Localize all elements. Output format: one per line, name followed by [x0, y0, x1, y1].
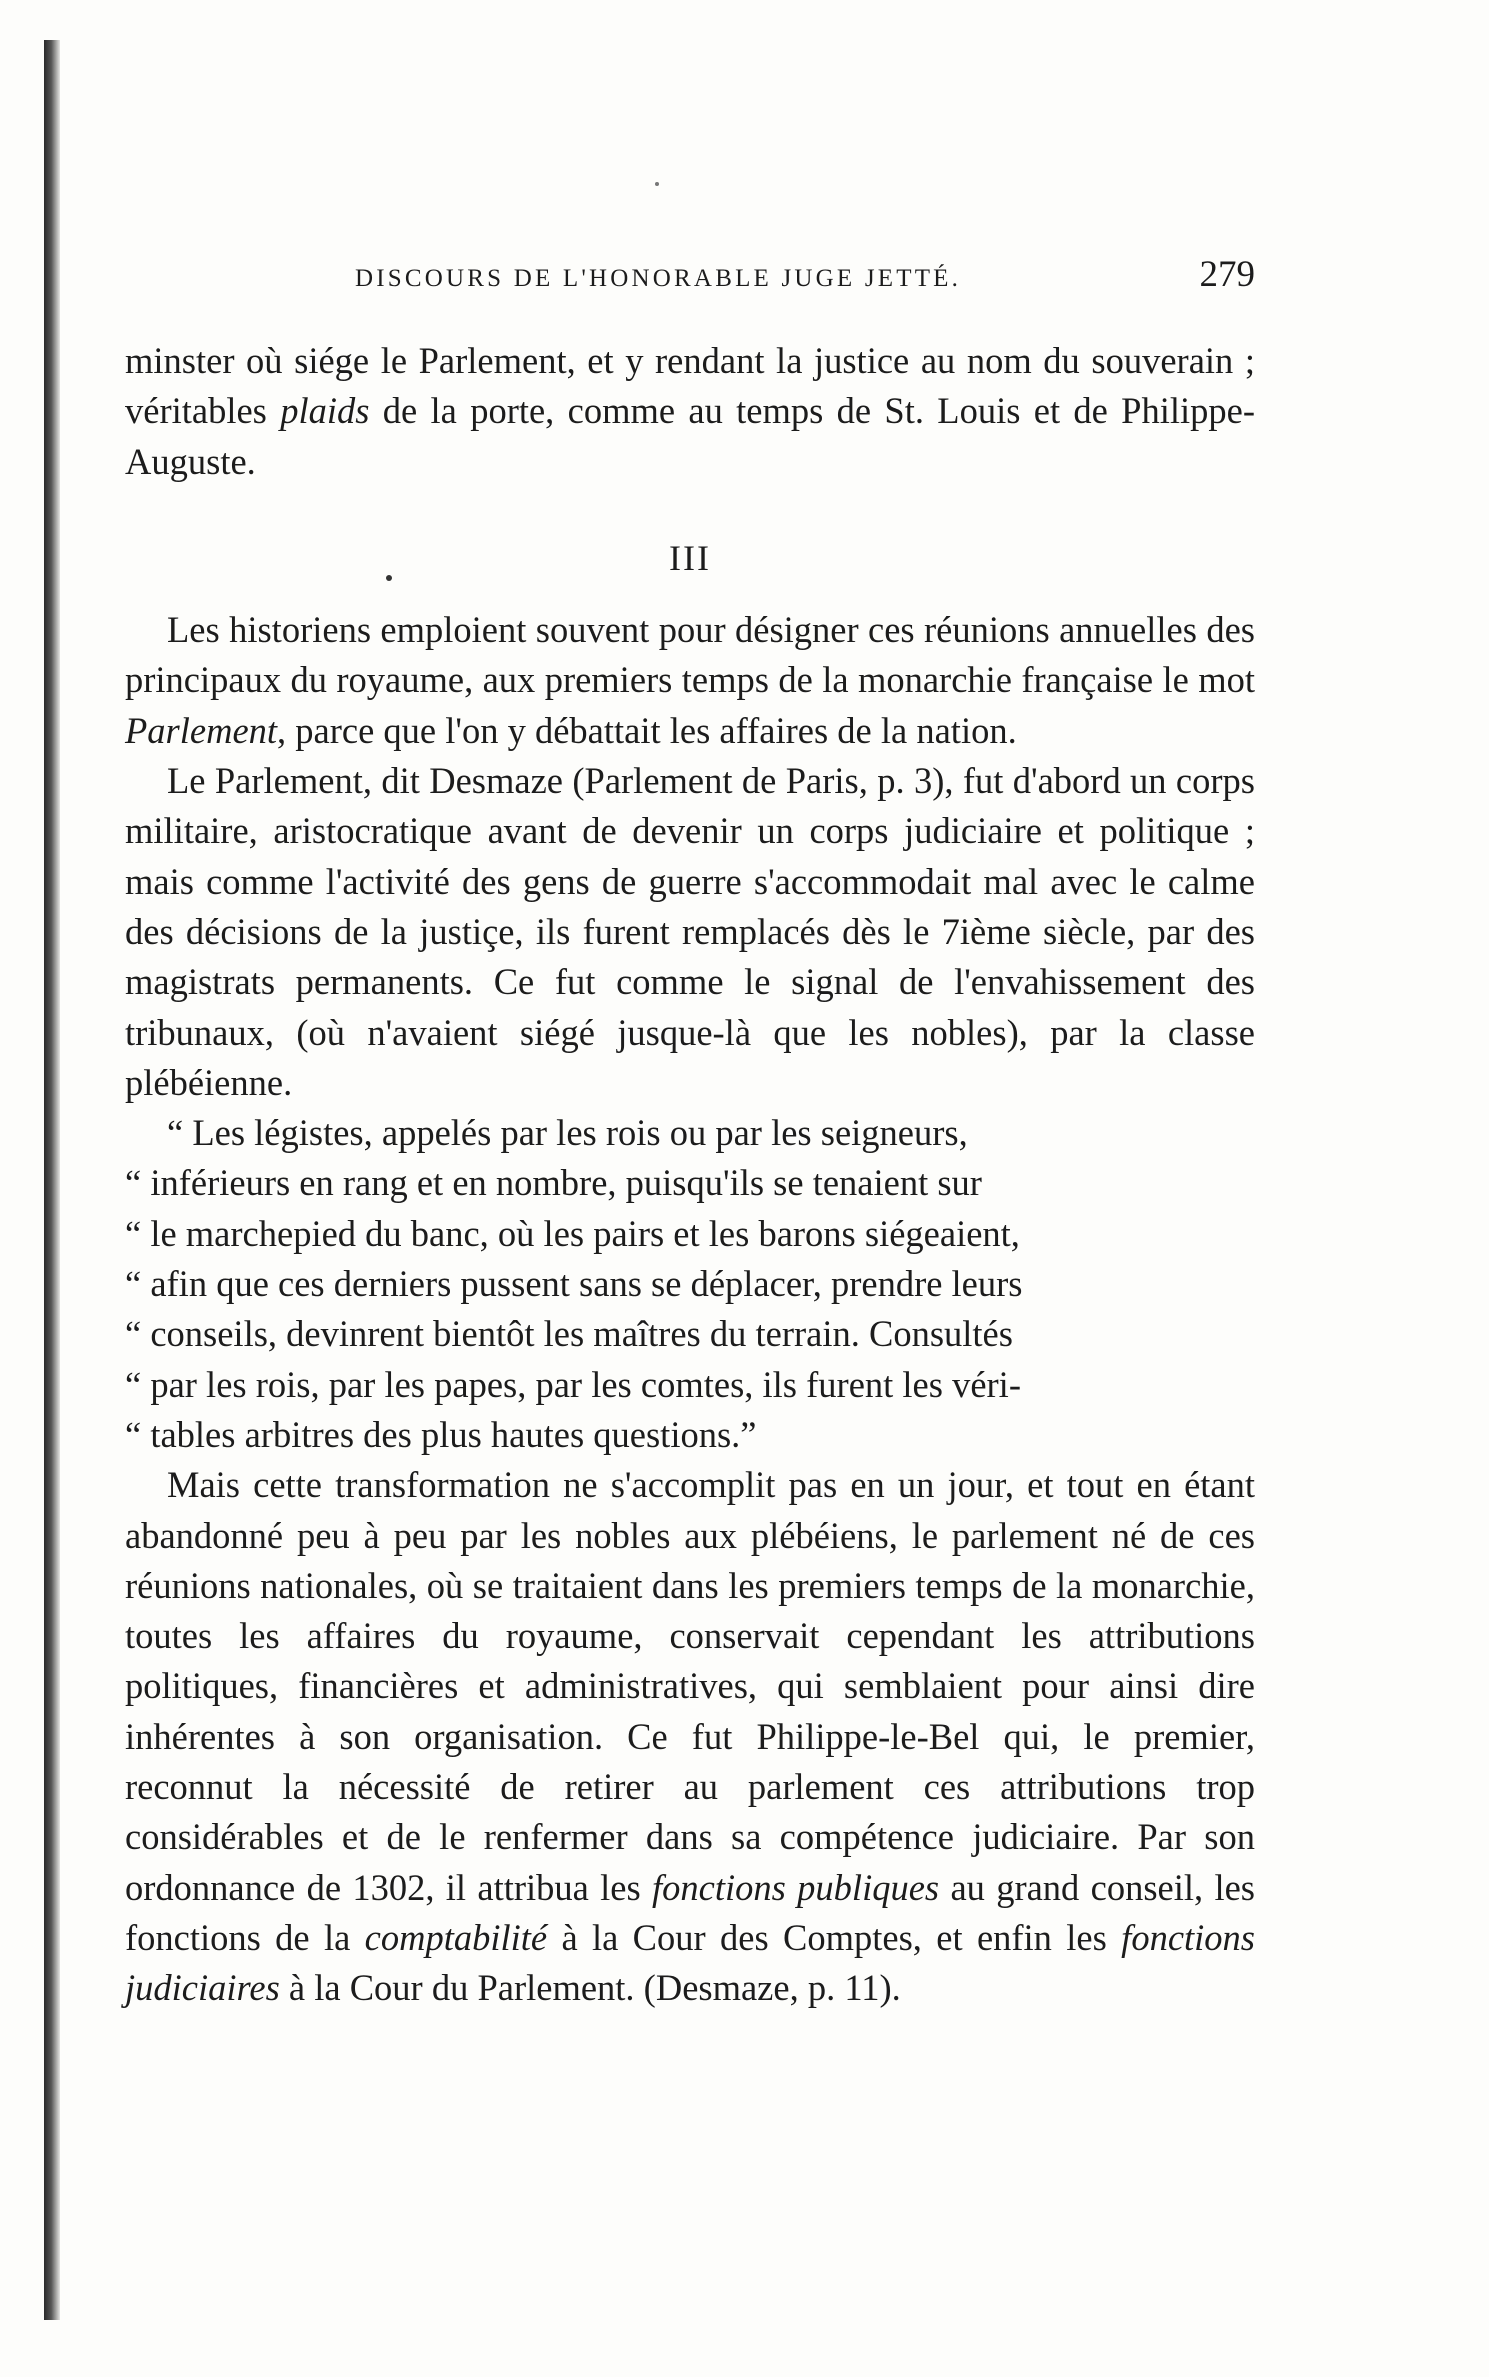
paragraph: Mais cette transformation ne s'accomplit pas en un jour, et tout en étant abandonné peu à peu par les nobles aux plébéiens, le parlement né de ces réunions nationales, où se traitaient dans les premiers temps de la monarchie, toutes les affaires du royaume, conservait cependant les attributions politiques, financières et administratives, qui semblaient pour ainsi dire inhérentes à son organisation. Ce fut Philippe-le-Bel qui, le premier, reconnut la nécessité de retirer au parlement ces attributions trop considérables et de le renfermer dans sa compétence judiciaire. Par son ordonnance de 1302, il attribua les fonctions publiques au grand conseil, les fonctions de la comptabilité à la Cour des Comptes, et enfin les fonctions judiciaires à la Cour du Parlement. (Desmaze, p. 11). [125, 1464, 1255, 2009]
paragraph: Les historiens emploient souvent pour désigner ces réunions annuelles des principaux du royaume, aux premiers temps de la monarchie française le mot Parlement, parce que l'on y débattait les affaires de la nation. [125, 609, 1255, 751]
running-head [125, 250, 1255, 302]
italic-term: comptabilité [364, 1916, 548, 1958]
page-number: 279 [1199, 254, 1255, 295]
quote-line: “ inférieurs en rang et en nombre, puisqu'ils se tenaient sur [125, 1162, 982, 1204]
quote-line: “ par les rois, par les papes, par les comtes, ils furent les véri- [125, 1363, 1021, 1405]
quote-line: “ conseils, devinrent bientôt les maîtres du terrain. Consultés [125, 1313, 1013, 1355]
italic-term: plaids [280, 390, 370, 432]
book-binding-edge [44, 40, 60, 2320]
italic-term: Parlement [125, 709, 278, 751]
quote-line: “ le marchepied du banc, où les pairs et les barons siégeaient, [125, 1212, 1020, 1254]
section-heading: III [669, 537, 711, 578]
paragraph-continuation: minster où siége le Parlement, et y rendant la justice au nom du souverain ; véritables plaids de la porte, comme au temps de St. Louis et de Philippe-Auguste. [125, 340, 1255, 482]
paragraph: Le Parlement, dit Desmaze (Parlement de Paris, p. 3), fut d'abord un corps militaire, aristocratique avant de devenir un corps judiciaire et politique ; mais comme l'activité des gens de guerre s'accommodait mal avec le calme des décisions de la justiçe, ils furent remplacés dès le 7ième siècle, par des magistrats permanents. Ce fut comme le signal de l'envahissement des tribunaux, (où n'avaient siégé jusque-là que les nobles), par la classe plébéienne. [125, 760, 1255, 1103]
quote-line: “ tables arbitres des plus hautes questions.” [125, 1413, 757, 1455]
book-page [125, 250, 1255, 2014]
running-title: DISCOURS DE L'HONORABLE JUGE JETTÉ. [355, 265, 962, 292]
italic-term: fonctions publiques [652, 1866, 940, 1908]
quote-line: “ Les légistes, appelés par les rois ou par les seigneurs, [167, 1112, 968, 1154]
italic-term: fonctions judiciaires [125, 1916, 1255, 2009]
quote-line: “ afin que ces derniers pussent sans se déplacer, prendre leurs [125, 1263, 1023, 1305]
block-quote [125, 1108, 1255, 1460]
paper-speck [655, 182, 659, 186]
